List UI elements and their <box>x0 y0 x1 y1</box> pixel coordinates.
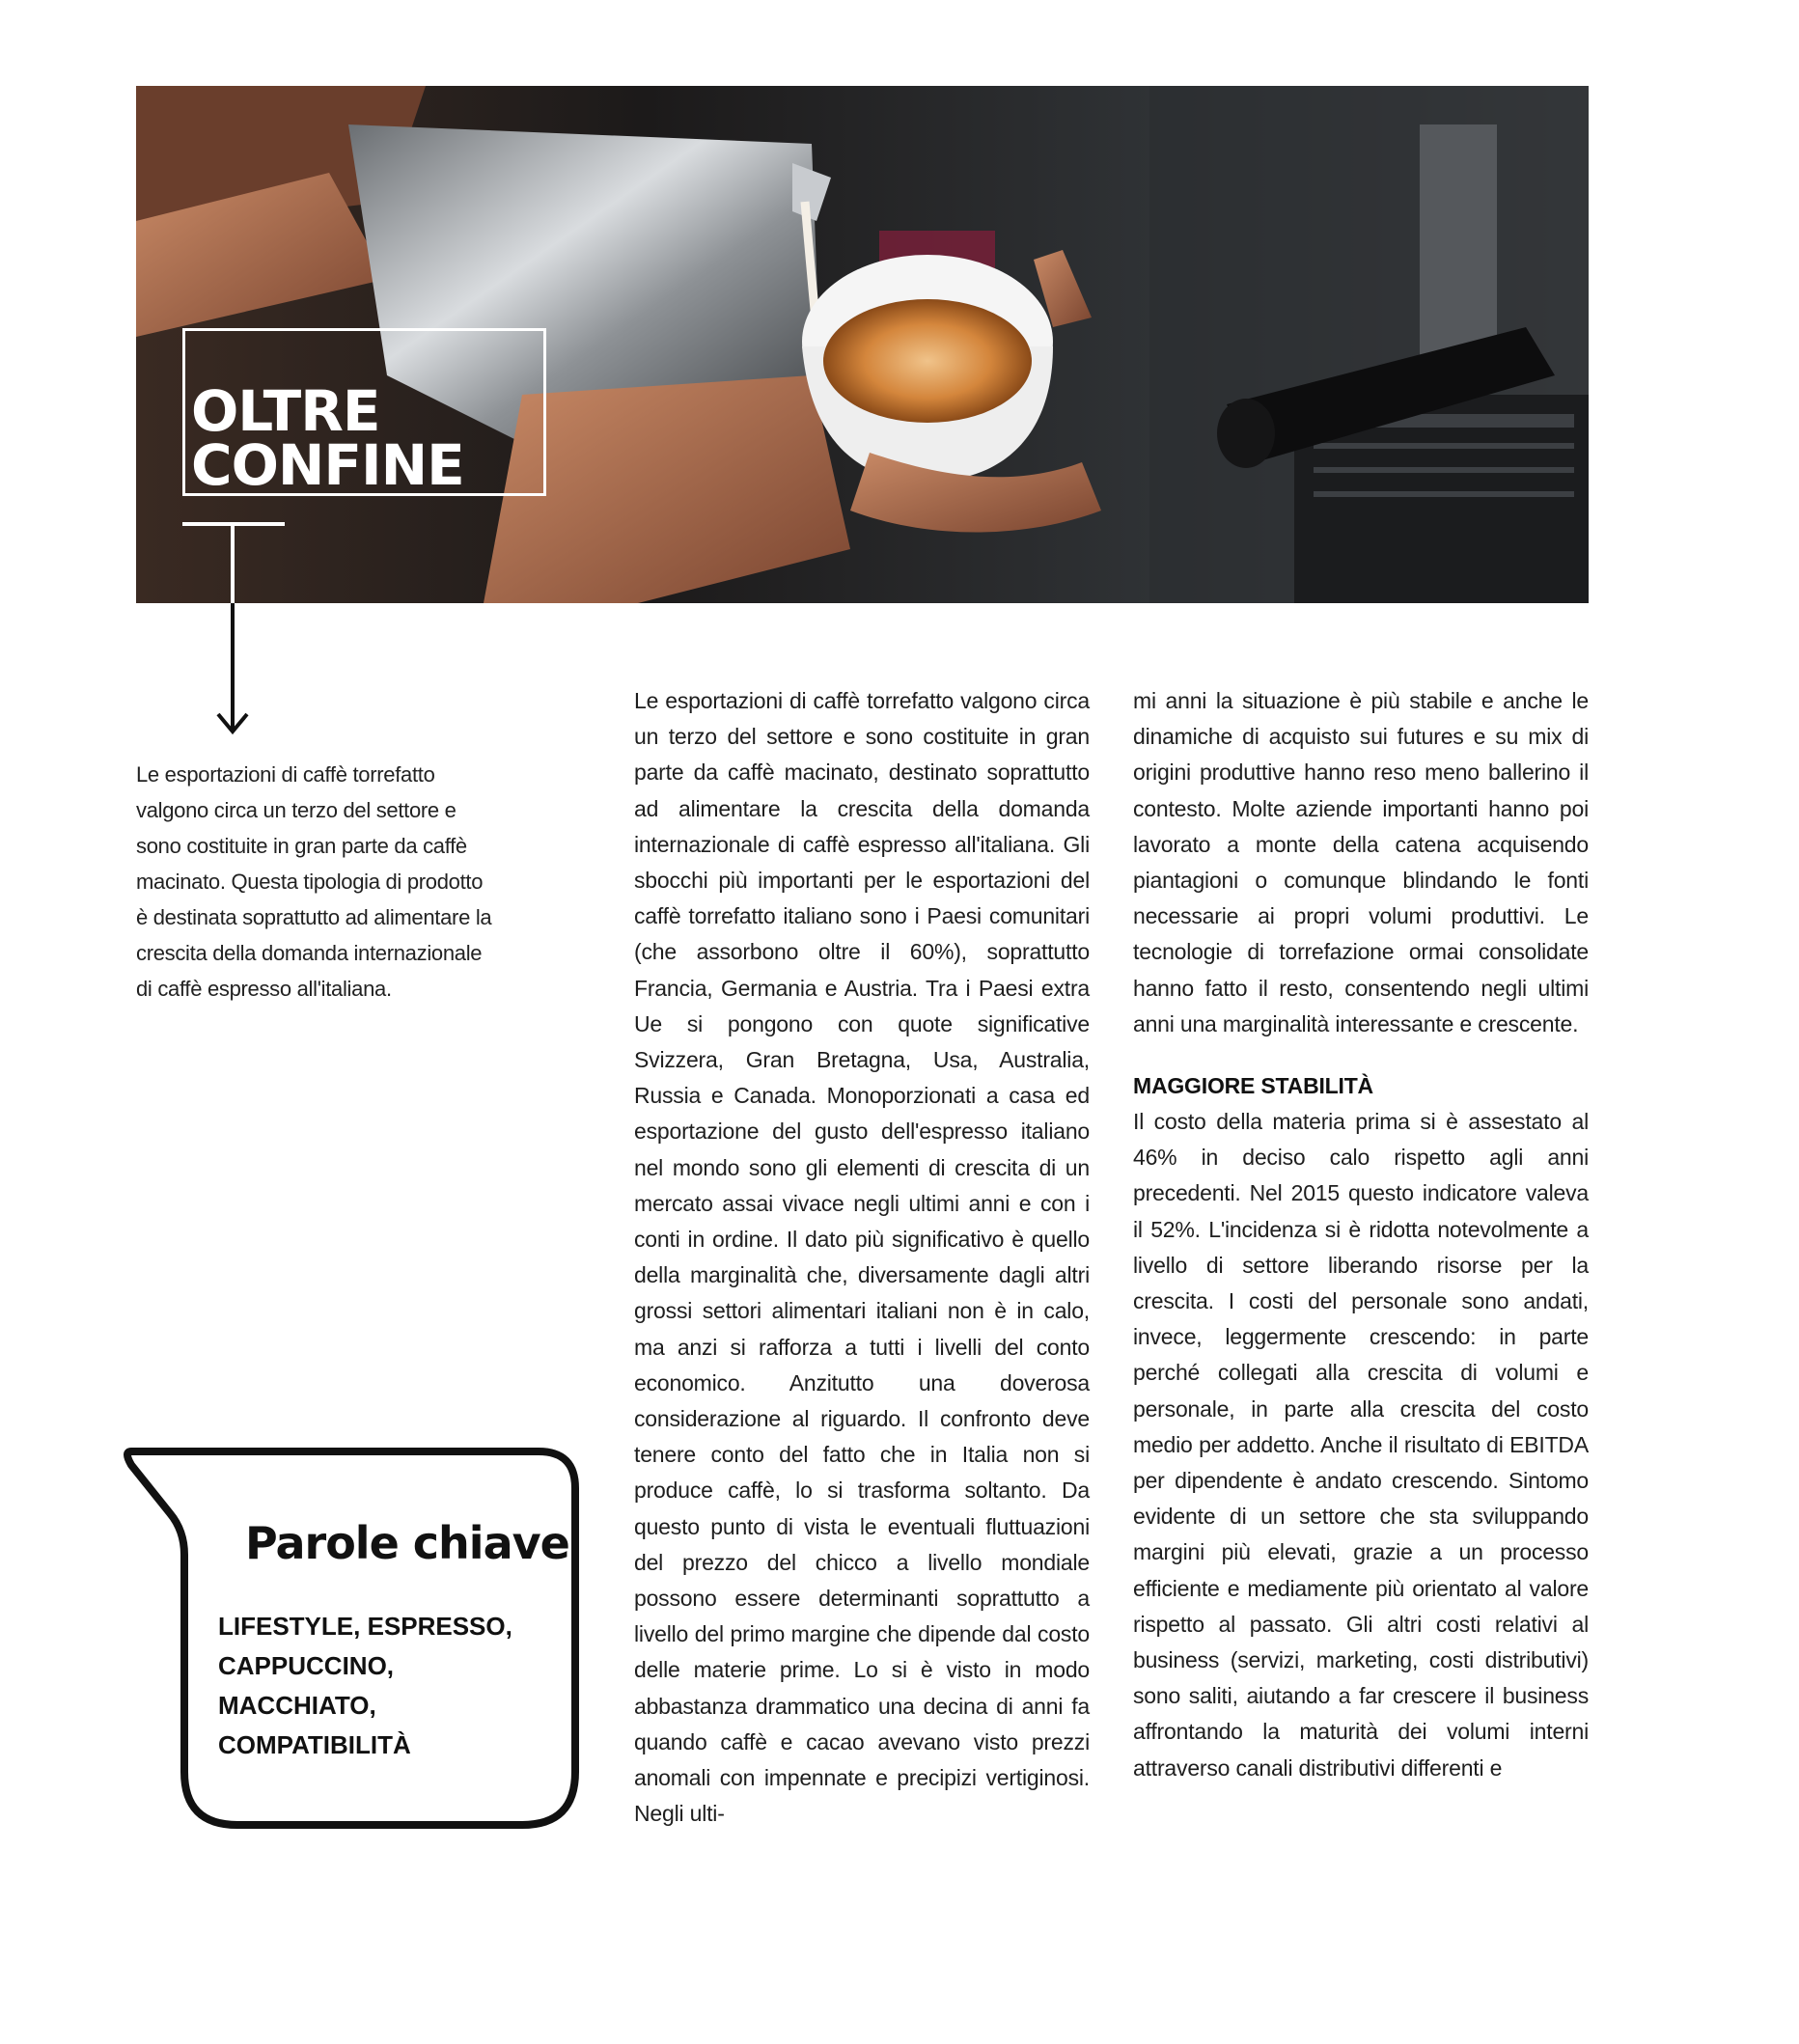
article-column-2 <box>1133 683 1589 1786</box>
keywords-list <box>218 1607 566 1765</box>
article-paragraph: Il costo della materia prima si è assestato al 46% in deciso calo rispetto agli anni precedenti. Nel 2015 questo indicatore valeva il 52%. L'incidenza si è ridotta notevolmente a livello di settore liberando risorse per la crescita. I costi del personale sono andati, invece, leggermente crescendo: in parte perché collegati alla crescita di volumi e personale, in parte alla crescita del costo medio per addetto. Anche il risultato di EBITDA per dipendente è andato crescendo. Sintomo evidente di un settore che sta sviluppando margini più elevati, grazie a un processo efficiente e mediamente più orientato al valore rispetto al passato. Gli altri costi relativi al business (servizi, marketing, costi distributivi) sono saliti, aiutando a far crescere il business affrontando la maturità dei volumi interni attraverso canali distributivi differenti e <box>1133 1109 1589 1781</box>
lead-paragraph: Le esportazioni di caffè torrefatto valgono circa un terzo del settore e sono costituite in gran parte da caffè macinato. Questa tipologia di prodotto è destinata soprattutto ad alimentare la crescita della domanda internazionale di caffè espresso all'italiana. <box>136 762 492 1001</box>
keyword-item: MACCHIATO, <box>218 1691 376 1720</box>
keyword-item: CAPPUCCINO, <box>218 1651 395 1680</box>
keywords-title: Parole chiave <box>245 1517 569 1569</box>
article-paragraph: Le esportazioni di caffè torrefatto valgono circa un terzo del settore e sono costituite in gran parte da caffè macinato, destinato soprattutto ad alimentare la crescita della domanda internazionale di caffè espresso all'italiana. Gli sbocchi più importanti per le esportazioni del caffè torrefatto italiano sono i Paesi comunitari (che assorbono oltre il 60%), soprattutto Francia, Germania e Austria. Tra i Paesi extra Ue si pongono con quote significative Svizzera, Gran Bretagna, Usa, Australia, Russia e Canada. Monoporzionati a casa ed esportazione del gusto dell'espresso italiano nel mondo sono gli elementi di crescita di un mercato assai vivace negli ultimi anni e con i conti in ordine. Il dato più significativo è quello della marginalità che, diversamente dagli altri grossi settori alimentari italiani non è in calo, ma anzi si rafforza a tutti i livelli del conto economico. Anzitutto una doverosa considerazione al riguardo. Il confronto deve tenere conto del fatto che in Italia non si produce caffè, lo si trasforma soltanto. Da questo punto di vista le eventuali fluttuazioni del prezzo del chicco a livello mondiale possono essere determinanti soprattutto a livello del primo margine che dipende dal costo delle materie prime. Lo si è visto in modo abbastanza drammatico una decina di anni fa quando caffè e cacao avevano visto prezzi anomali con impennate e precipizi vertiginosi. Negli ulti- <box>634 688 1090 1827</box>
article-column-1 <box>634 683 1090 1833</box>
title-line-1: OLTRE <box>191 378 380 444</box>
keyword-item: LIFESTYLE, ESPRESSO, <box>218 1612 512 1641</box>
article-paragraph: mi anni la situazione è più stabile e anche le dinamiche di acquisto sui futures e su mix di origini produttive hanno reso meno ballerino il contesto. Molte aziende importanti hanno poi lavorato a monte della catena acquisendo piantagioni o comunque blindando le fonti necessarie ai propri volumi produttivi. Le tecnologie di torrefazione ormai consolidate hanno fatto il resto, consentendo negli ultimi anni una marginalità interessante e crescente. <box>1133 688 1589 1036</box>
section-title <box>191 378 596 498</box>
keyword-item: COMPATIBILITÀ <box>218 1730 411 1759</box>
section-heading: MAGGIORE STABILITÀ <box>1133 1073 1373 1099</box>
title-line-2: CONFINE <box>191 432 464 498</box>
